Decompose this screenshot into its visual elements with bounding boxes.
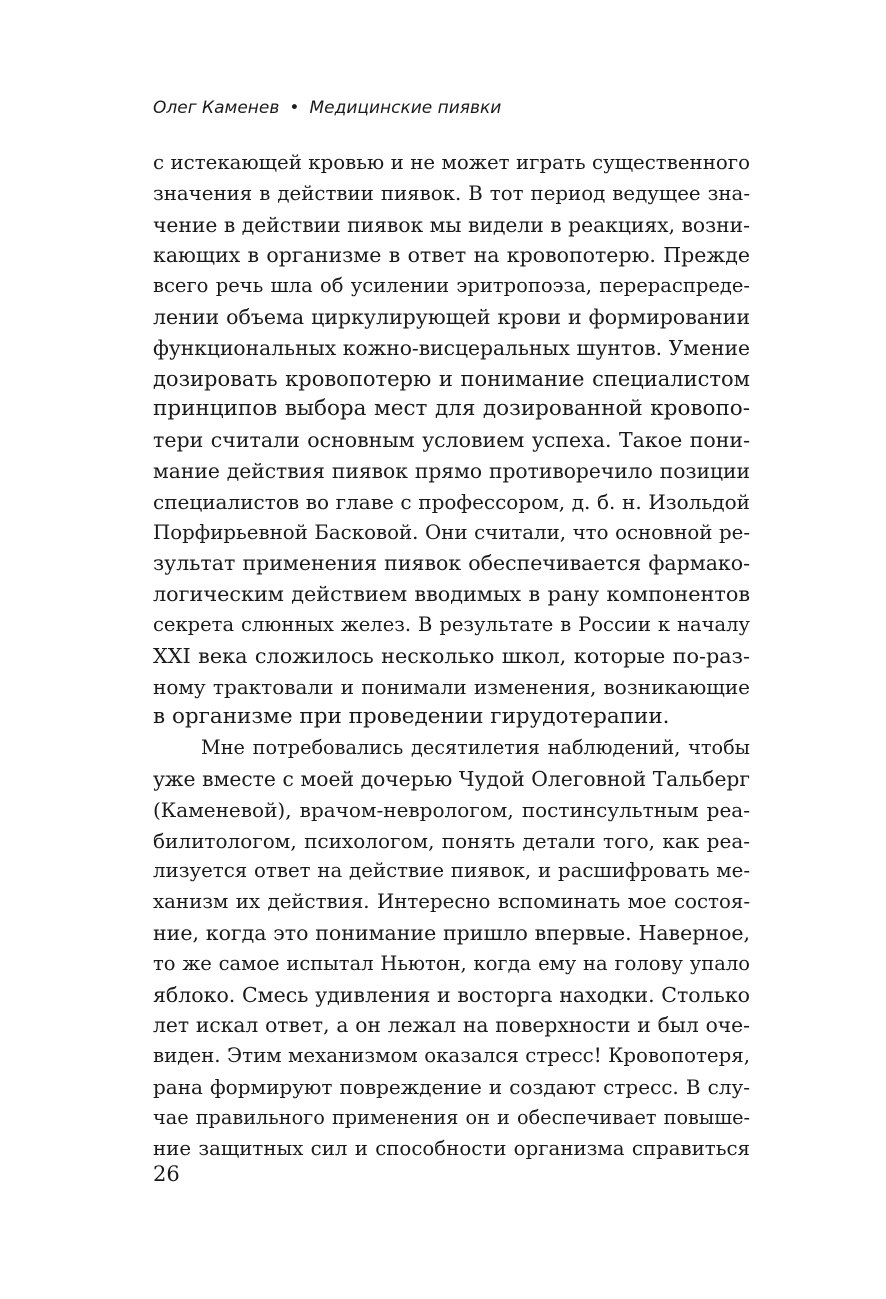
text-line: яблоко. Смесь удивления и восторга находки. Столько xyxy=(153,982,750,1007)
text-line: значения в действии пиявок. В тот период ведущее зна- xyxy=(153,181,750,205)
text-line: мание действия пиявок прямо противоречило позиции xyxy=(153,458,750,483)
text-line: Порфирьевной Басковой. Они считали, что основной ре- xyxy=(153,520,750,544)
paragraph xyxy=(153,733,750,1164)
text-line: рана формируют повреждение и создают стресс. В слу- xyxy=(153,1074,750,1099)
text-line: уже вместе с моей дочерью Чудой Олеговной Тальберг xyxy=(153,766,750,791)
paragraph xyxy=(153,148,750,733)
text-line: в организме при проведении гирудотерапии. xyxy=(153,704,670,730)
running-head-title: Медицинские пиявки xyxy=(309,98,502,118)
text-line: всего речь шла об усилении эритропоэза, перераспреде- xyxy=(153,274,750,298)
text-line: логическим действием вводимых в рану компонентов xyxy=(153,582,750,607)
text-line: специалистов во главе с профессором, д. б. н. Изольдой xyxy=(153,489,750,514)
text-line: ние, когда это понимание пришло впервые. Наверное, xyxy=(153,920,750,945)
text-line: (Каменевой), врачом-неврологом, постинсультным реа- xyxy=(153,797,750,822)
text-line: чае правильного применения он и обеспечивает повыше- xyxy=(153,1105,750,1129)
running-head xyxy=(153,98,501,118)
text-line: ние защитных сил и способности организма справиться xyxy=(153,1136,750,1160)
text-line: XXI века сложилось несколько школ, которые по-раз- xyxy=(153,643,750,668)
text-line: ному трактовали и понимали изменения, возникающие xyxy=(153,674,750,699)
text-line: принципов выбора мест для дозированной кровопо- xyxy=(153,396,750,422)
text-line: лизуется ответ на действие пиявок, и расшифровать ме- xyxy=(153,859,750,883)
text-line: то же самое испытал Ньютон, когда ему на голову упало xyxy=(153,951,750,975)
text-line: дозировать кровопотерю и понимание специалистом xyxy=(153,366,750,391)
page-number: 26 xyxy=(153,1162,180,1186)
text-line: функциональных кожно-висцеральных шунтов. Умение xyxy=(153,335,750,360)
text-line: лет искал ответ, а он лежал на поверхности и был оче- xyxy=(153,1013,750,1038)
text-line: Мне потребовались десятилетия наблюдений, чтобы xyxy=(201,736,750,760)
text-line: тери считали основным условием успеха. Такое пони- xyxy=(153,428,750,453)
text-line: ханизм их действия. Интересно вспоминать мое состоя- xyxy=(153,890,750,914)
text-line: чение в действии пиявок мы видели в реакциях, возни- xyxy=(153,212,750,237)
text-line: виден. Этим механизмом оказался стресс! Кровопотеря, xyxy=(153,1044,750,1068)
text-line: секрета слюнных желез. В результате в России к началу xyxy=(153,612,750,636)
text-line: с истекающей кровью и не может играть существенного xyxy=(153,151,750,174)
text-line: кающих в организме в ответ на кровопотерю. Прежде xyxy=(153,243,750,268)
running-head-separator: • xyxy=(289,98,300,118)
running-head-author: Олег Каменев xyxy=(153,98,280,118)
body-text xyxy=(153,148,750,1164)
text-line: билитологом, психологом, понять детали того, как реа- xyxy=(153,828,750,853)
text-line: лении объема циркулирующей крови и формировании xyxy=(153,304,750,329)
text-line: зультат применения пиявок обеспечивается фармако- xyxy=(153,551,750,576)
